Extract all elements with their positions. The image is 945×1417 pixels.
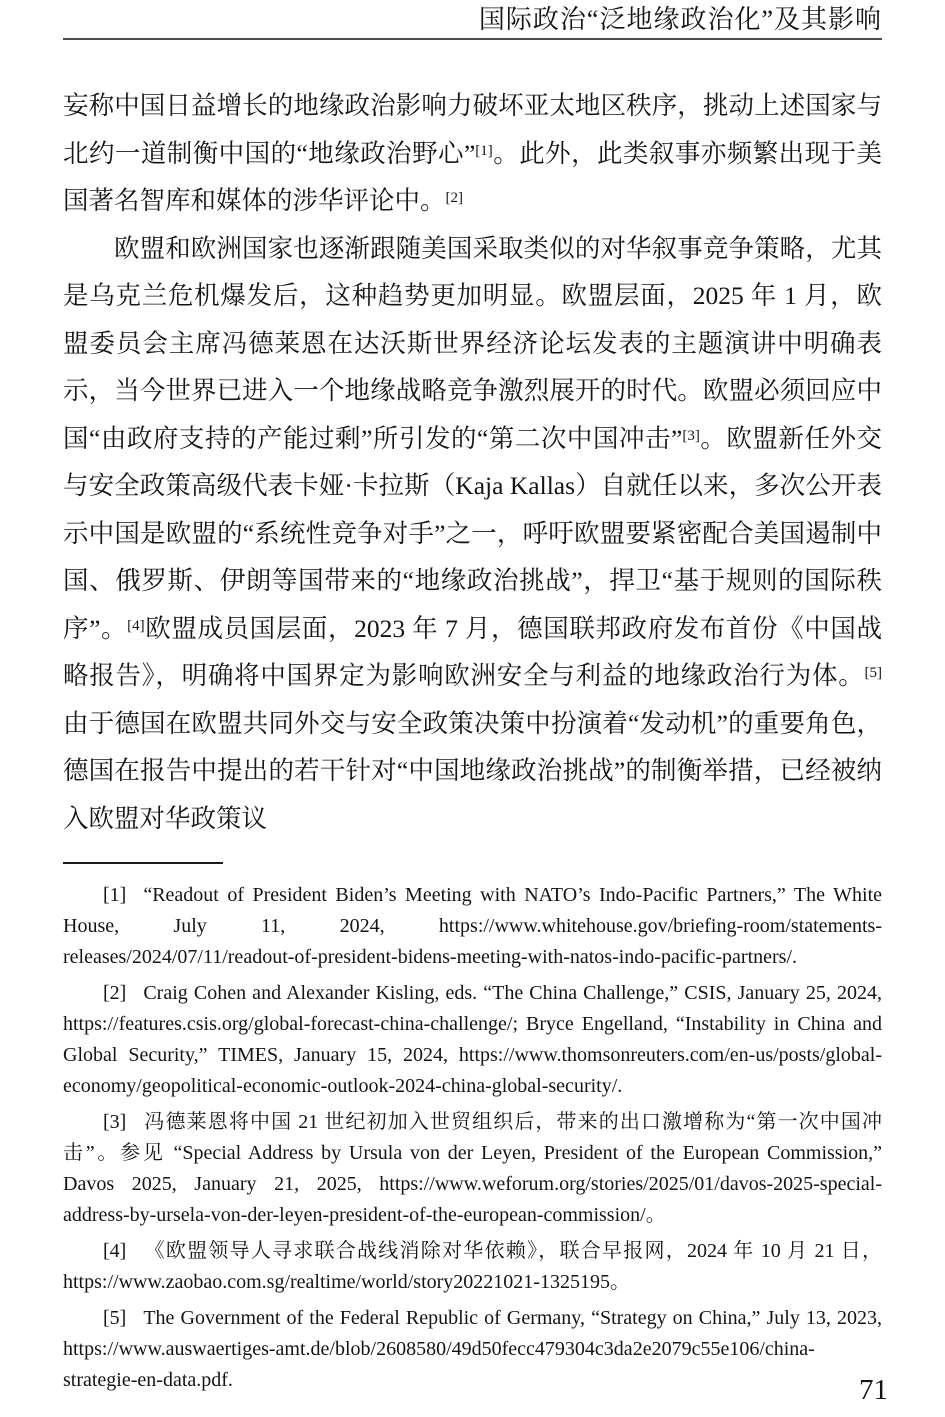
body-paragraph: [63, 225, 882, 843]
body-text-run: 。欧盟新任外交与安全政策高级代表卡娅·卡拉斯（Kaja Kallas）自就任以来，多次公开表示中国是欧盟的“系统性竞争对手”之一，呼吁欧盟要紧密配合美国遏制中国、俄罗斯、伊朗等国带来的“地缘政治挑战”，捍卫“基于规则的国际秩序”。: [63, 423, 882, 643]
footnotes: [63, 880, 882, 1396]
footnote-ref: [3]: [682, 427, 700, 444]
body-text-run: 。此外，此类叙事亦频繁出现于美国著名智库和媒体的涉华评论中。: [63, 138, 882, 215]
footnote-separator: [63, 862, 223, 864]
footnote-marker: [2]: [103, 982, 127, 1004]
footnote: [63, 1303, 882, 1396]
footnote-text: 《欧盟领导人寻求联合战线消除对华依赖》，联合早报网，2024 年 10 月 21 日，https://www.zaobao.com.sg/realtime/world/story20221021-1325195。: [63, 1240, 882, 1293]
footnote: [63, 880, 882, 973]
body-text-run: 妄称中国日益增长的地缘政治影响力破坏亚太地区秩序，挑动上述国家与北约一道制衡中国的“地缘政治野心”: [63, 91, 882, 168]
footnote-text: Craig Cohen and Alexander Kisling, eds. “The China Challenge,” CSIS, January 25, 2024, https://features.csis.org/global-forecast-china-challenge/; Bryce Engelland, “Instability in China and Global Security,” TIMES, January 15, 2024, https://www.thomsonreuters.com/en-us/posts/global-economy/geopolitical-economic-outlook-2024-china-global-security/.: [63, 982, 882, 1097]
page-number: 71: [859, 1374, 888, 1406]
body-text-run: 由于德国在欧盟共同外交与安全政策决策中扮演着“发动机”的重要角色，德国在报告中提出的若干针对“中国地缘政治挑战”的制衡举措，已经被纳入欧盟对华政策议: [63, 708, 882, 833]
header-rule: [63, 38, 882, 40]
body-text: [63, 82, 882, 842]
footnote-marker: [3]: [103, 1111, 127, 1133]
footnote: [63, 1107, 882, 1231]
footnote-ref: [1]: [475, 142, 493, 159]
footnote-marker: [5]: [103, 1307, 127, 1329]
footnote-marker: [1]: [103, 884, 127, 906]
footnote-text: The Government of the Federal Republic of Germany, “Strategy on China,” July 13, 2023, https://www.auswaertiges-amt.de/blob/2608580/49d50fecc479304c3da2e2079c55e106/china-strategie-en-data.pdf.: [63, 1307, 882, 1391]
footnote-text: 冯德莱恩将中国 21 世纪初加入世贸组织后，带来的出口激增称为“第一次中国冲击”。参见 “Special Address by Ursula von der Leyen, President of the European Commission,” Davos 2025, January 21, 2025, https://www.weforum.org/stories/2025/01/davos-2025-special-address-by-ursela-von-der-leyen-president-of-the-european-commission/。: [63, 1111, 882, 1226]
footnote-ref: [4]: [127, 617, 145, 634]
body-text-run: 欧盟成员国层面，2023 年 7 月，德国联邦政府发布首份《中国战略报告》，明确将中国界定为影响欧洲安全与利益的地缘政治行为体。: [63, 613, 882, 690]
footnote-marker: [4]: [103, 1240, 127, 1262]
running-header-title: 国际政治“泛地缘政治化”及其影响: [478, 5, 882, 34]
footnote: [63, 1236, 882, 1298]
body-paragraph: [63, 82, 882, 225]
footnote-text: “Readout of President Biden’s Meeting with NATO’s Indo-Pacific Partners,” The White House, July 11, 2024, https://www.whitehouse.gov/briefing-room/statements-releases/2024/07/11/readout-of-president-bidens-meeting-with-natos-indo-pacific-partners/.: [63, 884, 882, 968]
body-text-run: 欧盟和欧洲国家也逐渐跟随美国采取类似的对华叙事竞争策略，尤其是乌克兰危机爆发后，这种趋势更加明显。欧盟层面，2025 年 1 月，欧盟委员会主席冯德莱恩在达沃斯世界经济论坛发表的主题演讲中明确表示，当今世界已进入一个地缘战略竞争激烈展开的时代。欧盟必须回应中国“由政府支持的产能过剩”所引发的“第二次中国冲击”: [63, 233, 882, 453]
footnote: [63, 978, 882, 1102]
footnote-ref: [5]: [864, 665, 882, 681]
running-header: [63, 0, 882, 36]
footnote-ref: [2]: [445, 190, 464, 206]
